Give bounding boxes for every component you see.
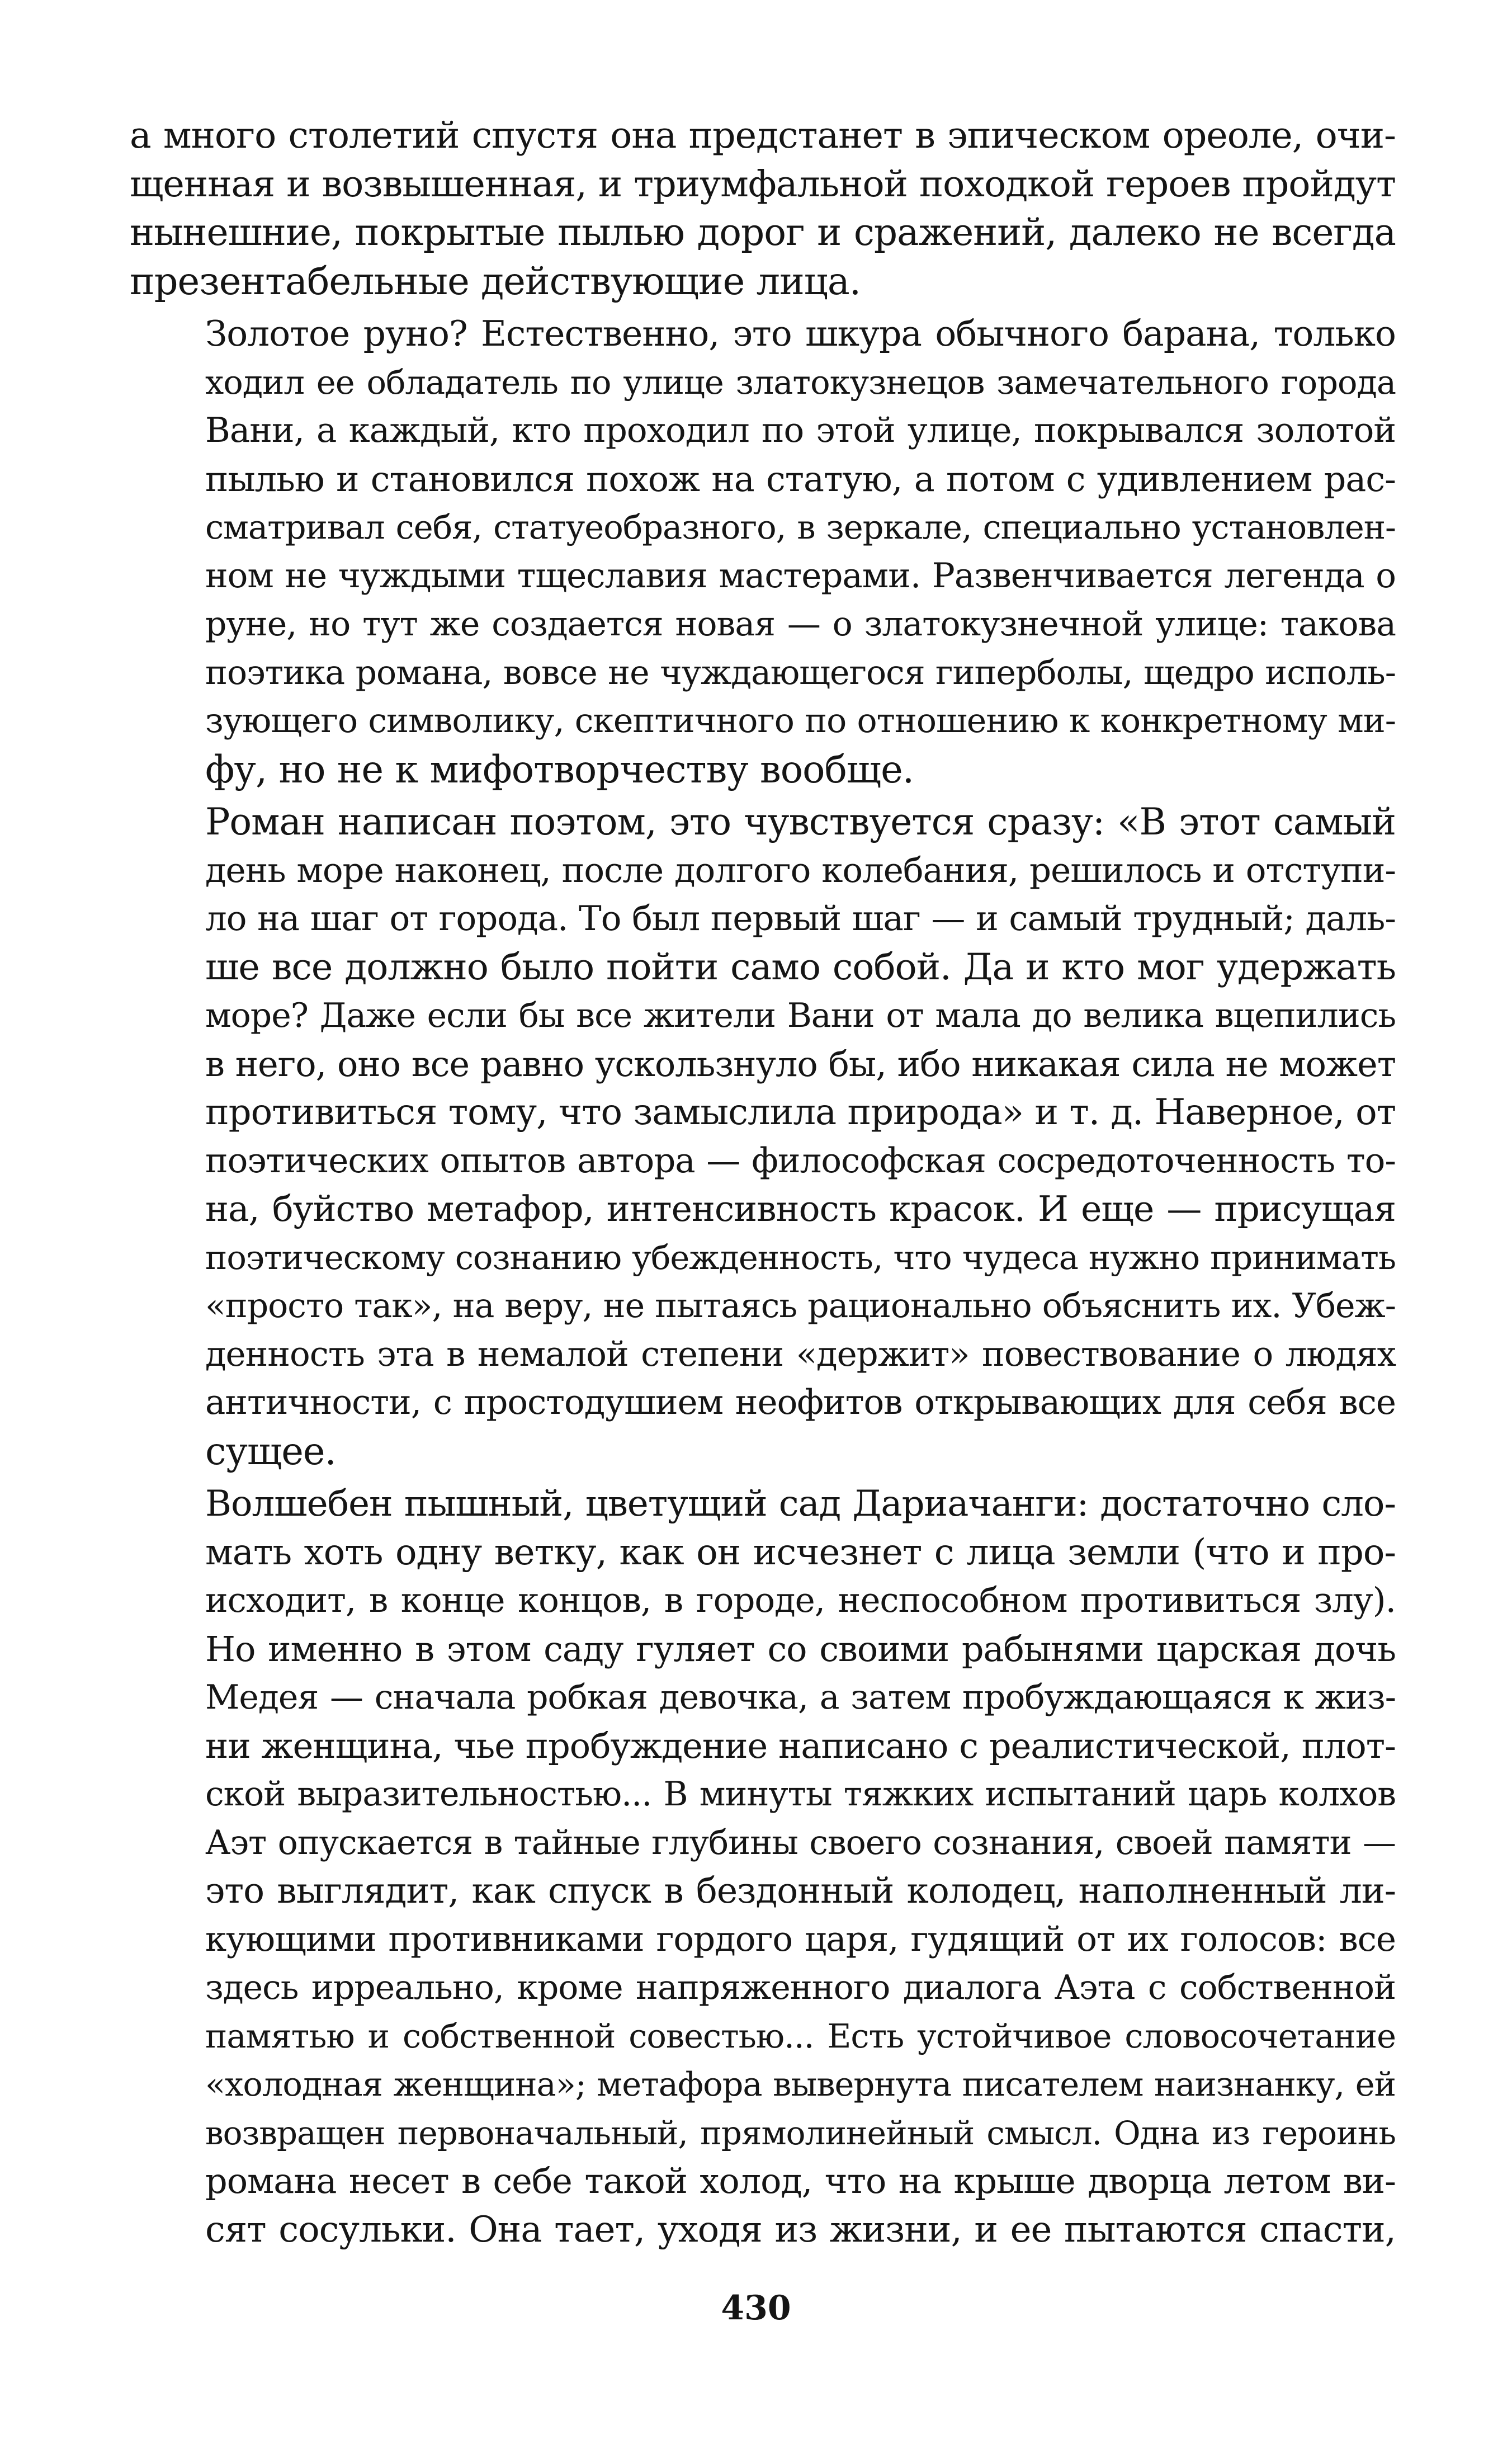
text-line: презентабельные действующие лица. (130, 259, 861, 303)
text-line: «просто так», на веру, не пытаясь рационально объяснить их. Убеж- (205, 1286, 1396, 1325)
text-line: Волшебен пышный, цветущий сад Дариачанги: достаточно сло- (205, 1483, 1396, 1525)
text-line: руне, но тут же создается новая — о златокузнечной улице: такова (205, 605, 1396, 644)
text-line: а много столетий спустя она предстанет в эпическом ореоле, очи- (130, 115, 1396, 157)
text-line: памятью и собственной совестью... Есть устойчивое словосочетание (205, 2016, 1396, 2055)
text-line: поэтика романа, вовсе не чуждающегося гиперболы, щедро исполь- (205, 653, 1396, 692)
text-line: Роман написан поэтом, это чувствуется сразу: «В этот самый (205, 800, 1396, 843)
text-line: здесь ирреально, кроме напряженного диалога Аэта с собственной (205, 1968, 1396, 2007)
text-line: Аэт опускается в тайные глубины своего сознания, своей памяти — (205, 1823, 1396, 1862)
text-line: это выглядит, как спуск в бездонный колодец, наполненный ли- (205, 1870, 1396, 1911)
text-line: Золотое руно? Естественно, это шкура обычного барана, только (205, 313, 1396, 354)
text-line: поэтическому сознанию убежденность, что чудеса нужно принимать (205, 1238, 1396, 1277)
text-line: Медея — сначала робкая девочка, а затем пробуждающаяся к жиз- (205, 1678, 1396, 1717)
text-line: «холодная женщина»; метафора вывернута писателем наизнанку, ей (205, 2065, 1396, 2103)
text-line: зующего символику, скептичного по отношению к конкретному ми- (205, 701, 1396, 740)
text-line: пылью и становился похож на статую, а потом с удивлением рас- (205, 458, 1396, 499)
text-line: фу, но не к мифотворчеству вообще. (205, 747, 914, 791)
paragraph (130, 798, 1396, 1475)
text-line: ло на шаг от города. То был первый шаг — и самый трудный; даль- (205, 899, 1396, 938)
text-line: нынешние, покрытые пылью дорог и сражений, далеко не всегда (130, 211, 1396, 254)
text-line: сущее. (205, 1429, 336, 1473)
book-page (130, 112, 1396, 2327)
text-line: ни женщина, чье пробуждение написано с реалистической, плот- (205, 1725, 1396, 1766)
text-line: сматривал себя, статуеобразного, в зеркале, специально установлен- (205, 508, 1396, 546)
text-line: сят сосульки. Она тает, уходя из жизни, и ее пытаются спасти, (205, 2209, 1396, 2251)
text-line: море? Даже если бы все жители Вани от мала до велика вцепились (205, 996, 1396, 1035)
text-line: противиться тому, что замыслила природа» и т. д. Наверное, от (205, 1092, 1396, 1133)
text-line: ходил ее обладатель по улице златокузнецов замечательного города (205, 362, 1396, 402)
text-line: кующими противниками гордого царя, гудящий от их голосов: все (205, 1919, 1396, 1959)
text-line: ской выразительностью... В минуты тяжких испытаний царь колхов (205, 1775, 1396, 1814)
text-line: возвращен первоначальный, прямолинейный смысл. Одна из героинь (205, 2114, 1396, 2152)
text-line: античности, с простодушием неофитов открывающих для себя все (205, 1383, 1396, 1422)
text-line: поэтических опытов автора — философская сосредоточенность то- (205, 1140, 1396, 1181)
text-line: Вани, а каждый, кто проходил по этой улице, покрывался золотой (205, 411, 1396, 450)
text-line: на, буйство метафор, интенсивность красок. И еще — присущая (205, 1188, 1396, 1229)
page-number: 430 (721, 2289, 791, 2328)
text-line: ном не чуждыми тщеславия мастерами. Развенчивается легенда о (205, 555, 1396, 596)
text-line: в него, оно все равно ускользнуло бы, ибо никакая сила не может (205, 1043, 1396, 1084)
paragraph (130, 1480, 1396, 2254)
paragraph (130, 112, 1396, 305)
text-line: исходит, в конце концов, в городе, неспособном противиться злу). (205, 1581, 1396, 1620)
text-line: день море наконец, после долгого колебания, решилось и отступи- (205, 850, 1396, 890)
text-line: ше все должно было пойти само собой. Да и кто мог удержать (205, 946, 1396, 988)
text-line: мать хоть одну ветку, как он исчезнет с лица земли (что и про- (205, 1531, 1396, 1573)
page-text-body (130, 112, 1396, 2254)
text-line: денность эта в немалой степени «держит» повествование о людях (205, 1334, 1396, 1374)
text-line: Но именно в этом саду гуляет со своими рабынями царская дочь (205, 1628, 1396, 1669)
text-line: щенная и возвышенная, и триумфальной походкой героев пройдут (130, 163, 1396, 205)
paragraph (130, 310, 1396, 794)
text-line: романа несет в себе такой холод, что на крыше дворца летом ви- (205, 2160, 1396, 2201)
